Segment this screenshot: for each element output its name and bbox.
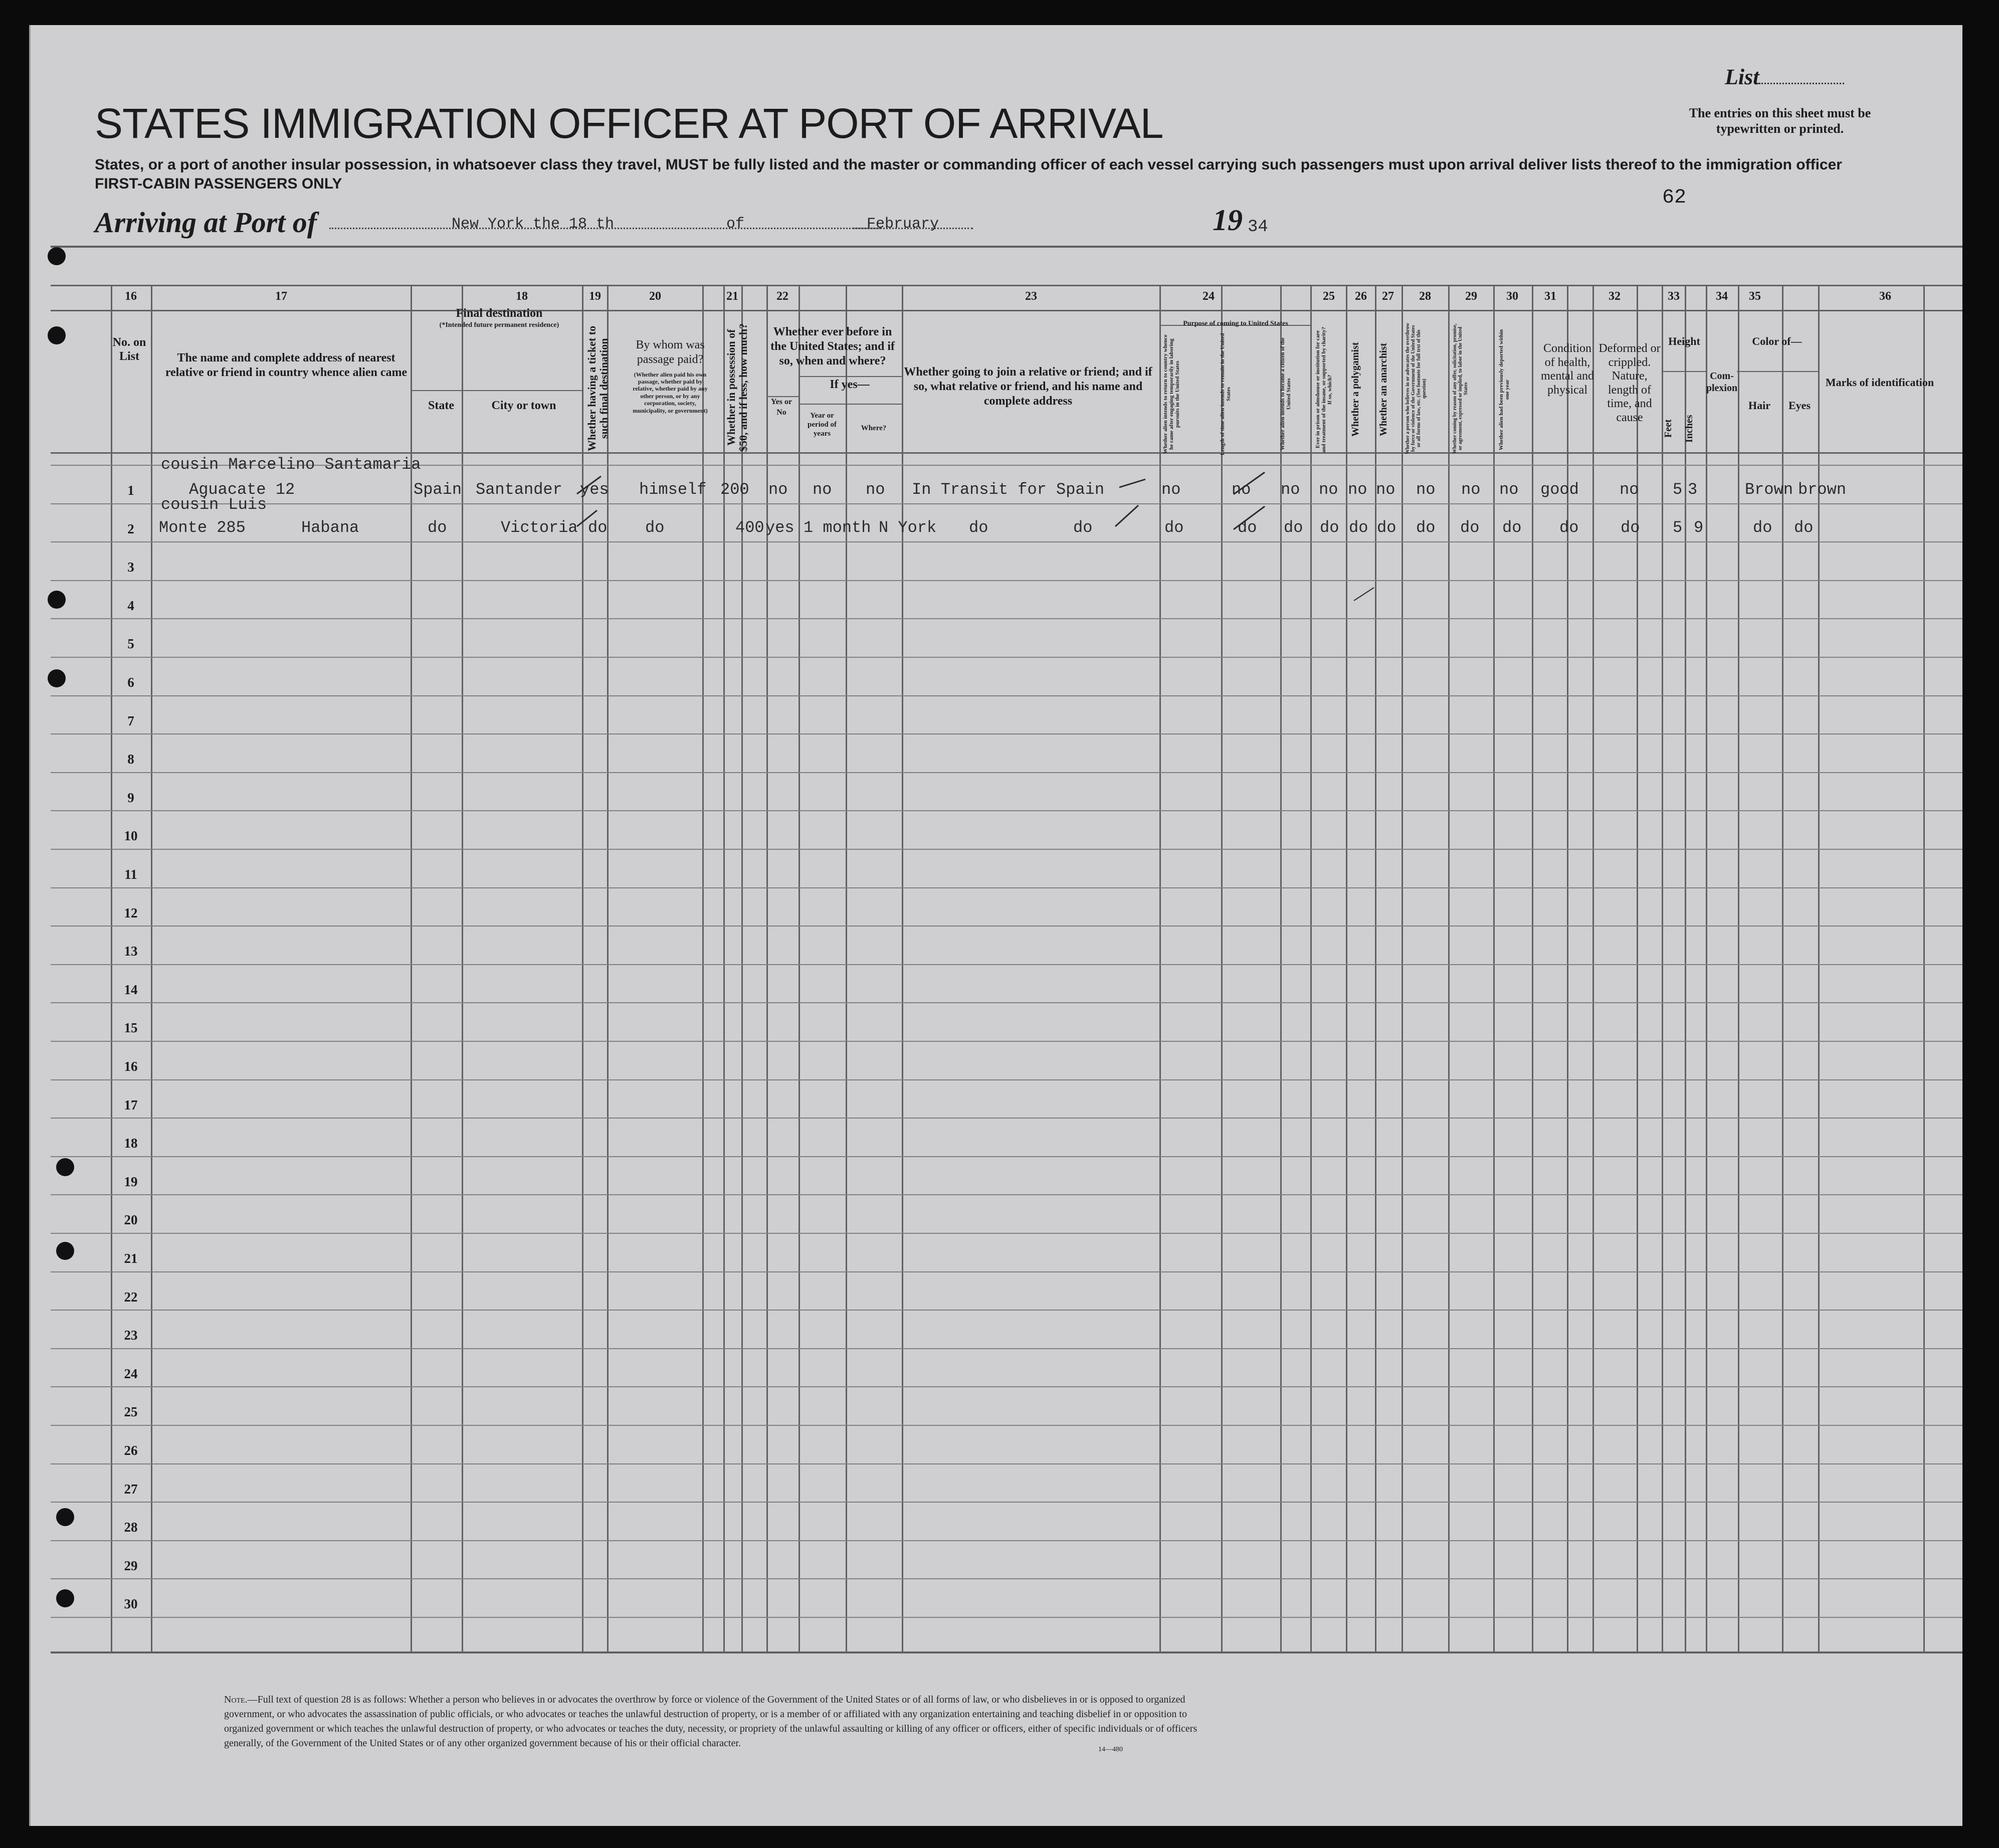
- header-q28: Whether a person who believes in or advocates the overthrow by force or violence of the Government of the United States or all forms of law, etc. (See footnote for full text of this question): [1405, 323, 1427, 454]
- column-number: 20: [649, 290, 661, 303]
- column-number: 18: [516, 290, 528, 303]
- page-title: STATES IMMIGRATION OFFICER AT PORT OF ARRIVAL: [95, 100, 1163, 147]
- anarchist-value: no: [1376, 480, 1395, 499]
- destination-state: do: [428, 518, 447, 537]
- header-join-relative: Whether going to join a relative or friend; and if so, what relative or friend, and his name and complete address: [904, 365, 1152, 408]
- header-purpose-length: Length of time alien intends to remain in the United States: [1220, 333, 1232, 455]
- relative-name: cousin Marcelino Santamaria: [161, 455, 421, 474]
- header-purpose-citizen: Whether alien intends to become a citizen of the United States: [1280, 337, 1292, 451]
- column-number: 32: [1609, 290, 1621, 303]
- footnote: Note.—Full text of question 28 is as follows: Whether a person who believes in or advocates the overthrow by force or violence of the Government of the United States or of all forms of law, or who disbelieves in or is opposed to organized government, or who advocates the assassination of public officials, or who advocates or teaches the unlawful destruction of property, or is a member of or affiliated with any organization entertaining and teaching disbelief in or opposition to organized government or which teaches the unlawful destruction of property, or who advocates or teaches the duty, necessity, or propriety of the unlawful assaulting or killing of any officer or officers, either of specific individuals or of officers generally, of the Government of the United States or of any other organized government because of his or their official character.: [224, 1694, 1197, 1749]
- binder-hole: [56, 1242, 74, 1260]
- before-period: no: [813, 480, 832, 499]
- row-number: 15: [124, 1020, 138, 1035]
- column-number: 28: [1419, 290, 1431, 303]
- arriving-label: Arriving at Port of: [95, 206, 317, 239]
- column-number: 26: [1355, 290, 1367, 303]
- header-ticket: Whether having a ticket to such final destination: [585, 325, 611, 452]
- purpose-return-value: do: [1164, 518, 1184, 537]
- column-number: 33: [1668, 290, 1680, 303]
- column-number: 23: [1025, 290, 1037, 303]
- q28-value: do: [1416, 518, 1436, 537]
- binder-hole: [56, 1508, 74, 1526]
- year-suffix: 34: [1248, 218, 1268, 237]
- row-number: 20: [124, 1212, 138, 1227]
- binder-hole: [56, 1158, 74, 1176]
- header-before-us: Whether ever before in the United States; and if so, when and where?: [770, 325, 895, 367]
- row-number: 7: [127, 713, 134, 728]
- row-number: 9: [127, 790, 134, 805]
- row-number: 28: [124, 1520, 138, 1535]
- header-height: Height: [1668, 335, 1700, 347]
- check-marks: [31, 25, 1962, 1826]
- row-number: 18: [124, 1136, 138, 1151]
- column-number: 22: [776, 290, 788, 303]
- cabin-class: FIRST-CABIN PASSENGERS ONLY: [95, 175, 342, 192]
- header-money: Whether in possession of $50, and if less, how much?: [725, 323, 750, 452]
- column-number: 25: [1323, 290, 1335, 303]
- row-number: 25: [124, 1404, 138, 1419]
- destination-city: Santander: [476, 480, 562, 499]
- height-feet-value: 5: [1673, 480, 1683, 499]
- before-where: no: [866, 480, 885, 499]
- header-no-on-list: No. on List: [112, 336, 146, 363]
- regulation-text: States, or a port of another insular possession, in whatsoever class they travel, MUST be fully listed and the master or commanding officer of each vessel carrying such passengers must upon arrival deliver lists thereof to the immigration officer: [95, 156, 1842, 173]
- column-number: 31: [1544, 290, 1556, 303]
- column-number: 16: [125, 290, 137, 303]
- header-color-of: Color of—: [1752, 335, 1802, 347]
- row-number: 11: [124, 867, 137, 882]
- row-number: 29: [124, 1558, 138, 1573]
- header-relative: The name and complete address of nearest relative or friend in country whence alien came: [165, 351, 408, 379]
- header-marks: Marks of identification: [1825, 376, 1934, 389]
- header-state: State: [428, 399, 454, 412]
- column-number: 24: [1203, 290, 1215, 303]
- join-relative-value: In Transit for Spain: [912, 480, 1105, 499]
- arrival-month-value: February: [867, 216, 939, 233]
- hair-value: Brown: [1745, 480, 1793, 499]
- manifest-sheet: [29, 25, 1962, 1826]
- header-final-destination: Final destination (*Intended future permanent residence): [439, 307, 559, 329]
- column-number: 34: [1716, 290, 1728, 303]
- q29-value: no: [1461, 480, 1481, 499]
- money-value: 200: [720, 480, 749, 499]
- header-city: City or town: [491, 399, 556, 412]
- row-number: 13: [124, 944, 138, 959]
- purpose-citizen-value: do: [1284, 518, 1303, 537]
- header-where: Where?: [861, 424, 887, 432]
- column-number: 27: [1382, 290, 1394, 303]
- row-number: 21: [124, 1251, 138, 1266]
- row-number: 17: [124, 1097, 138, 1113]
- row-number: 27: [124, 1482, 138, 1497]
- relative-address: Monte 285: [159, 518, 246, 537]
- before-yes-no: no: [768, 480, 788, 499]
- row-number: 4: [127, 598, 134, 613]
- prison-value: do: [1320, 518, 1339, 537]
- header-q29: Whether coming by reason of any offer, solicitation, promise, or agreement, expressed or implied, to labor in the United States: [1452, 323, 1469, 454]
- column-number: 36: [1879, 290, 1891, 303]
- height-inches-value: 3: [1688, 480, 1698, 499]
- destination-city: Victoria: [501, 518, 578, 537]
- height-feet-value: 5: [1673, 518, 1683, 537]
- header-passage: By whom was passage paid? (Whether alien paid his own passage, whether paid by relative, whether paid by any other person, or by any corporation, society, municipality, or government): [633, 338, 708, 414]
- header-complexion: Com- plexion: [1706, 371, 1738, 394]
- header-anarchist: Whether an anarchist: [1378, 343, 1389, 436]
- row-number: 10: [124, 828, 138, 843]
- anarchist-value: do: [1377, 518, 1396, 537]
- join-relative-value: do: [1073, 518, 1093, 537]
- relative-name: cousin Luis: [161, 495, 267, 514]
- binder-hole: [48, 591, 66, 609]
- row-number: 14: [124, 982, 138, 997]
- header-eyes: Eyes: [1788, 399, 1811, 412]
- row-number: 8: [127, 752, 134, 767]
- row-number: 12: [124, 905, 138, 920]
- q28-value: no: [1416, 480, 1436, 499]
- row-number: 16: [124, 1059, 138, 1074]
- purpose-citizen-value: no: [1281, 480, 1300, 499]
- prison-value: no: [1319, 480, 1338, 499]
- eyes-value: brown: [1798, 480, 1847, 499]
- column-number: 21: [726, 290, 738, 303]
- money-value: 400: [735, 518, 764, 537]
- binder-hole: [48, 326, 66, 344]
- relative-address: Aguacate 12: [189, 480, 295, 499]
- column-number: 30: [1506, 290, 1518, 303]
- passage-value: do: [645, 518, 665, 537]
- row-number: 23: [124, 1328, 138, 1343]
- year-prefix: 19: [1213, 204, 1243, 237]
- health-value: good: [1540, 480, 1579, 499]
- row-number: 5: [127, 636, 134, 651]
- of-label: of: [726, 216, 745, 233]
- polygamist-value: do: [1349, 518, 1368, 537]
- row-number: 26: [124, 1443, 138, 1458]
- destination-state: Spain: [414, 480, 462, 499]
- row-number: 19: [124, 1174, 138, 1189]
- header-deformed: Deformed or crippled. Nature, length of time, and cause: [1598, 342, 1661, 424]
- column-number: 35: [1749, 290, 1761, 303]
- list-label: List: [1725, 64, 1844, 90]
- before-where: N York: [879, 518, 937, 537]
- deformed-value: do: [1621, 518, 1640, 537]
- row-number: 22: [124, 1289, 138, 1305]
- column-number: 17: [275, 290, 287, 303]
- before-yes-no: yes: [765, 518, 794, 537]
- ticket-value: do: [588, 518, 608, 537]
- row-number: 30: [124, 1596, 138, 1611]
- typewritten-instruction: The entries on this sheet must be typewritten or printed.: [1689, 106, 1871, 136]
- polygamist-value: no: [1348, 480, 1367, 499]
- header-hair: Hair: [1748, 399, 1770, 412]
- health-value: do: [1559, 518, 1579, 537]
- page-number: 62: [1662, 187, 1687, 209]
- relative-city: Habana: [301, 518, 359, 537]
- before-period: 1 month: [804, 518, 871, 537]
- q30-value: no: [1499, 480, 1519, 499]
- header-yes-or-no: Yes or No: [770, 398, 792, 417]
- header-if-yes: If yes—: [830, 378, 870, 391]
- deformed-value: no: [1620, 480, 1639, 499]
- header-inches: Inches: [1684, 415, 1695, 443]
- eyes-value: do: [1794, 518, 1814, 537]
- header-polygamist: Whether a polygamist: [1350, 342, 1361, 437]
- binder-hole: [56, 1589, 74, 1607]
- height-inches-value: 9: [1694, 518, 1704, 537]
- row-number: 1: [127, 483, 134, 498]
- row-number: 3: [127, 560, 134, 575]
- q30-value: do: [1502, 518, 1522, 537]
- header-health: Condition of health, mental and physical: [1541, 342, 1594, 397]
- row-number: 24: [124, 1366, 138, 1381]
- row-number: 2: [127, 521, 134, 536]
- join-relative-value: do: [969, 518, 988, 537]
- binder-hole: [48, 247, 66, 265]
- purpose-return-value: no: [1161, 480, 1181, 499]
- binder-hole: [48, 669, 66, 687]
- column-number: 29: [1465, 290, 1477, 303]
- header-purpose-return: Whether alien intends to return to country whence he came after engaging temporarily in laboring pursuits in the United States: [1162, 334, 1181, 454]
- purpose-length-value: no: [1232, 480, 1251, 499]
- row-number: 6: [127, 675, 134, 690]
- form-code: 14—480: [1098, 1746, 1123, 1753]
- hair-value: do: [1753, 518, 1772, 537]
- arrival-port-value: New York the 18 th: [452, 216, 615, 233]
- header-year-period: Year or period of years: [808, 412, 837, 438]
- q29-value: do: [1460, 518, 1480, 537]
- header-purpose: Purpose of coming to United States: [1183, 320, 1288, 327]
- header-q30: Whether alien had been previously deported within one year: [1498, 329, 1511, 450]
- ticket-value: yes: [580, 480, 609, 499]
- passage-value: himself: [639, 480, 707, 499]
- header-feet: Feet: [1663, 419, 1674, 438]
- column-number: 19: [589, 290, 601, 303]
- purpose-length-value: do: [1238, 518, 1257, 537]
- header-prison: Ever in prison or almshouse or institution for care and treatment of the insane, or supported by charity? If so, which?: [1315, 326, 1333, 453]
